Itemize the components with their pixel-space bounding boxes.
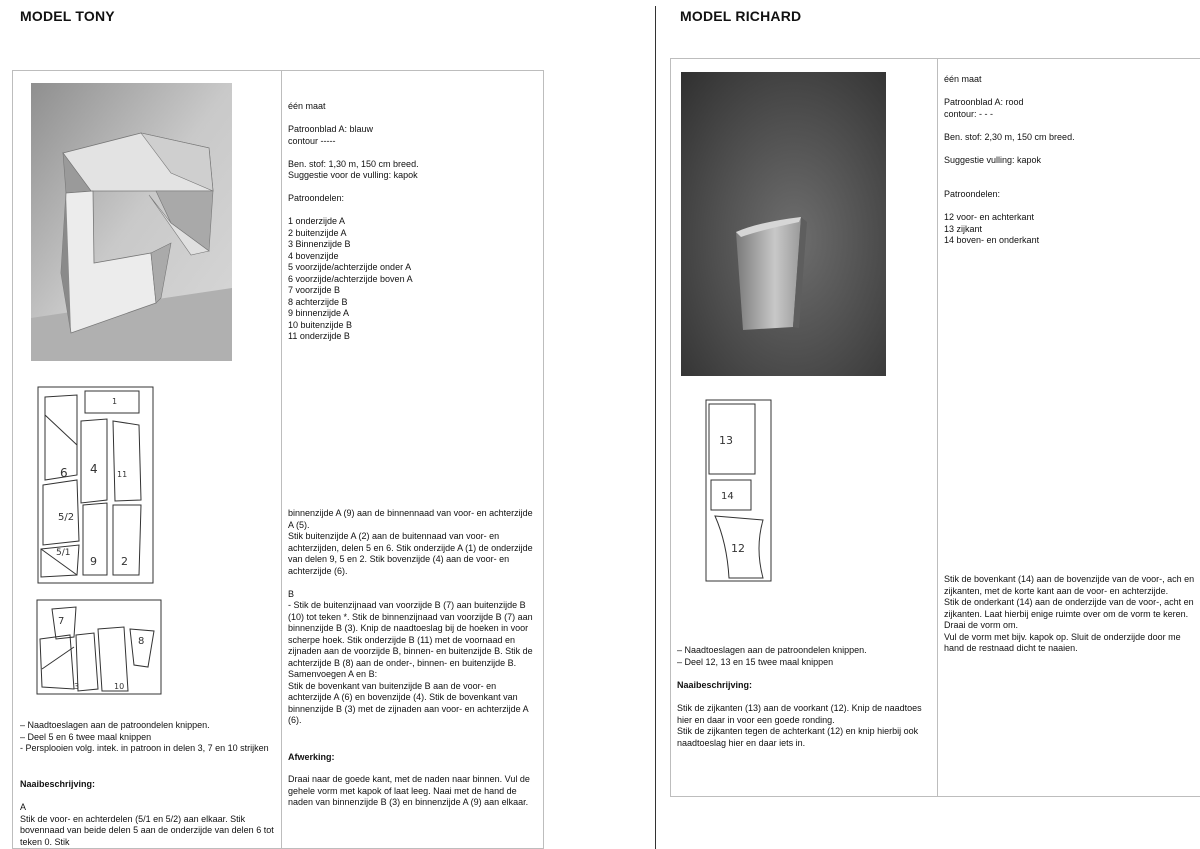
svg-text:9: 9: [90, 555, 97, 568]
svg-text:12: 12: [731, 542, 745, 555]
svg-text:11: 11: [117, 470, 128, 479]
svg-text:4: 4: [90, 462, 98, 476]
richard-naaibeschrijving-heading: Naaibeschrijving:: [677, 680, 753, 690]
tony-pattern-sketch: [37, 385, 155, 585]
svg-text:10: 10: [114, 682, 125, 691]
svg-text:6: 6: [60, 466, 68, 480]
svg-text:7: 7: [58, 616, 65, 627]
svg-text:3: 3: [74, 682, 80, 691]
svg-text:2: 2: [121, 555, 128, 568]
tony-model-photo: [31, 83, 232, 361]
svg-text:5/2: 5/2: [58, 512, 75, 523]
tony-column-divider: [281, 70, 282, 849]
richard-pattern-sketch: [705, 398, 773, 583]
tony-pattern-info: één maat Patroonblad A: blauw contour ----- Ben. stof: 1,30 m, 150 cm breed. Suggestie voor de vulling: kapok Patroondelen: 1 onderzijde A 2 buitenzijde A 3 Binnenzijde B 4 bovenzijde 5 voorzijde/achterzijde onder A 6 voorzijde/achterzijde boven A 7 voorzijde B 8 achterzijde B 9 binnenzijde A 10 buitenzijde B 11 onderzijde B: [288, 101, 419, 341]
svg-text:1: 1: [112, 397, 118, 406]
tony-instructions-continued: binnenzijde A (9) aan de binnennaad van voor- en achterzijde A (5). Stik buitenzijde A (2) aan de buitennaad van voor- en achterzijden, delen 5 en 6. Stik onderzijde A (1) de onderzijde van delen 9, 5 en 2. Stik bovenzijde (4) aan de voor- en achterzijde (6). B - Stik de buitenzijnaad van voorzijde B (7) aan buitenzijde B (10) tot teken *. Stik de binnenzijnaad van voorzijde B (7) aan binnenzijde B (3). Knip de naadtoeslag bij de hoeken in voor scherpe hoek. Stik onderzijde B (11) met de voornaad en zijnaden aan de voorzijde B, binnen- en buitenzijde B. Stik de achterzijde B (8) aan de onder-, binnen- en buitenzijde B. Samenvoegen A en B: Stik de bovenkant van buitenzijde B aan de voor- en achterzijde A (6) en bovenzijde (4). Stik de bovenkant van binnenzijde B (3) met de zijnaden aan voor- en achterzijde A (6).: [288, 508, 533, 725]
page-title-richard: MODEL RICHARD: [680, 8, 802, 24]
tony-instructions-a: A Stik de voor- en achterdelen (5/1 en 5/2) aan elkaar. Stik bovennaad van beide delen 5 aan de onderzijde van delen 6 tot teken 0. Stik: [20, 802, 274, 847]
svg-text:13: 13: [719, 434, 733, 447]
svg-text:8: 8: [138, 636, 145, 647]
tony-pattern-sketch-b: [36, 599, 163, 695]
richard-model-photo: [681, 72, 886, 376]
richard-instructions: Stik de zijkanten (13) aan de voorkant (12). Knip de naadtoes hier en daar in voor een goede ronding. Stik de zijkanten tegen de achterkant (12) en knip hierbij ook naadtoeslag hier en daar iets in.: [677, 703, 922, 748]
page-divider: [655, 6, 656, 849]
richard-pattern-info: één maat Patroonblad A: rood contour: - - - Ben. stof: 2,30 m, 150 cm breed. Suggestie vulling: kapok Patroondelen: 12 voor- en achterkant 13 zijkant 14 boven- en onderkant: [944, 74, 1075, 245]
richard-instructions-continued: Stik de bovenkant (14) aan de bovenzijde van de voor-, ach en zijkanten, met de korte kant aan de voor- en achterzijde. Stik de onderkant (14) aan de onderzijde van de voor-, acht en zijkanten. Laat hierbij enige ruimte over om de vorm te keren. Draai de vorm om. Vul de vorm met bijv. kapok op. Sluit de onderzijde door me hand de restnaad dicht te naaien.: [944, 574, 1195, 653]
tony-afwerking-heading: Afwerking:: [288, 752, 335, 762]
tony-naaibeschrijving-heading: Naaibeschrijving:: [20, 779, 96, 789]
page-title-tony: MODEL TONY: [20, 8, 115, 24]
tony-cutting-steps: – Naadtoeslagen aan de patroondelen knippen. – Deel 5 en 6 twee maal knippen - Persplooien volg. intek. in patroon in delen 3, 7 en 10 strijken: [20, 720, 269, 753]
richard-cutting-steps: – Naadtoeslagen aan de patroondelen knippen. – Deel 12, 13 en 15 twee maal knippen: [677, 645, 867, 667]
svg-text:14: 14: [721, 491, 734, 502]
tony-afwerking-text: Draai naar de goede kant, met de naden naar binnen. Vul de gehele vorm met kapok of laat leeg. Naai met de hand de naden van binnenzijde B (3) en binnenzijde A (9) aan elkaar.: [288, 774, 530, 807]
svg-text:5/1: 5/1: [56, 548, 71, 558]
richard-column-divider: [937, 58, 938, 797]
